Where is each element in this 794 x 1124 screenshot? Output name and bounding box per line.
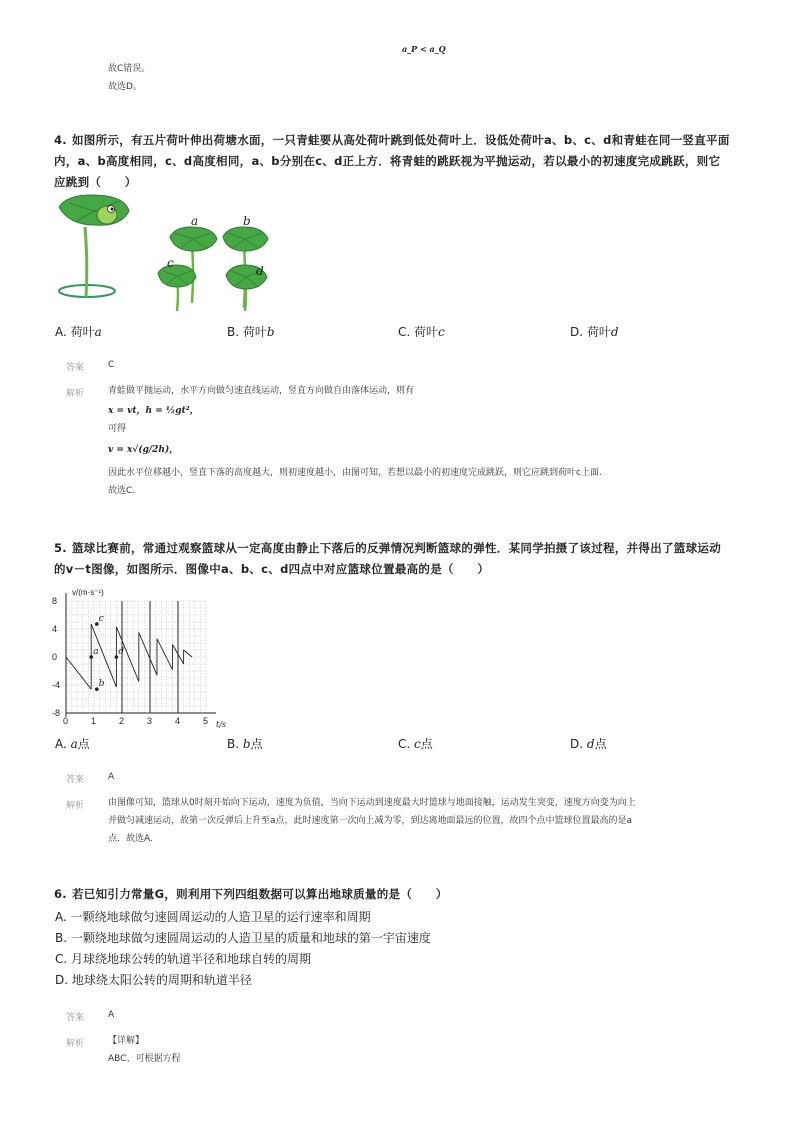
q4-analysis-line-1: 青蛙做平抛运动，水平方向做匀速直线运动，竖直方向做自由落体运动，则有	[108, 386, 415, 396]
q4-analysis-line-4: 因此水平位移越小，竖直下落的高度越大，则初速度越小，由图可知，若想以最小的初速度完成跳跃，则它应跳到荷叶c上面.	[108, 468, 602, 478]
q5-option-d[interactable]: D. d点	[570, 737, 607, 751]
q6-option-c[interactable]: C. 月球绕地球公转的轨道半径和地球自转的周期	[55, 952, 312, 966]
tall-stem	[85, 227, 87, 297]
chart-series	[66, 624, 192, 689]
q6-option-a[interactable]: A. 一颗绕地球做匀速圆周运动的人造卫星的运行速率和周期	[55, 910, 371, 924]
q4-answer: C	[108, 360, 115, 370]
x-tick-label: 3	[147, 716, 153, 726]
leaf-label-c: c	[167, 256, 174, 270]
q4-line-kede: 可得	[108, 424, 127, 434]
chart-ylabel: v/(m·s⁻¹)	[72, 588, 104, 597]
q6-answer: A	[108, 1010, 115, 1020]
q5-option-c[interactable]: C. c点	[398, 737, 433, 751]
q5-option-a[interactable]: A. a点	[55, 737, 90, 751]
q6-stem: 若已知引力常量G，则利用下列四组数据可以算出地球质量的是（ ）	[72, 887, 448, 901]
q6-answer-tag: 答案	[66, 1013, 85, 1023]
q4-number: 4.	[54, 133, 67, 147]
series-segment	[107, 663, 117, 688]
y-tick-label: 8	[52, 596, 58, 606]
y-tick-label: 4	[52, 624, 58, 634]
q4-equation-1: x = vt，h = ½gt²，	[108, 406, 199, 416]
q5-analysis-line-2: 并做匀减速运动，故第一次反弹后上升至a点，此时速度第一次向上减为零，到达离地面最远的位置，故四个点中篮球位置最高的是a	[108, 816, 633, 826]
q4-analysis-line-5: 故选C.	[108, 486, 136, 496]
q5-option-b[interactable]: B. b点	[227, 737, 263, 751]
series-segment	[184, 650, 192, 657]
lotus-frog-figure	[55, 193, 275, 318]
chart-grid	[66, 593, 216, 717]
series-segment	[157, 639, 172, 670]
point-label-b: b	[98, 679, 105, 690]
q4-stem-line-3: 应跳到（ ）	[54, 175, 137, 189]
leaf-label-a: a	[191, 214, 199, 228]
x-tick-label: 5	[203, 716, 209, 726]
leaf-label-d: d	[256, 264, 264, 278]
prev-line-1: 故C错误。	[108, 64, 151, 74]
frog-icon	[97, 206, 117, 225]
q4-answer-tag: 答案	[66, 363, 85, 373]
q4-equation-2: v = x√(g/2h)，	[108, 445, 179, 455]
formula-ap-aq: a_P < a_Q	[402, 44, 446, 54]
q4-stem-line-2: 内，a、b高度相同，c、d高度相同，a、b分别在c、d正上方．将青蛙的跳跃视为平抛运动，若以最小的初速度完成跳跃，则它	[54, 154, 721, 168]
q6-detail: 【详解】	[108, 1036, 145, 1046]
tall-leaf	[59, 195, 129, 225]
chart-points	[89, 614, 124, 691]
vt-chart	[50, 585, 240, 733]
x-tick-label: 0	[63, 716, 69, 726]
x-tick-label: 2	[119, 716, 125, 726]
q6-analysis-tag: 解析	[66, 1039, 85, 1049]
x-tick-label: 4	[175, 716, 181, 726]
q4-stem-line-1: 如图所示，有五片荷叶伸出荷塘水面，一只青蛙要从高处荷叶跳到低处荷叶上．设低处荷叶a、b、c、d和青蛙在同一竖直平面	[72, 133, 730, 147]
point-label-c: c	[98, 614, 104, 625]
q5-answer: A	[108, 772, 115, 782]
y-tick-label: 0	[52, 652, 58, 662]
y-tick-label: -8	[52, 708, 61, 718]
q5-answer-tag: 答案	[66, 775, 85, 785]
series-segment	[139, 633, 157, 676]
q5-analysis-line-1: 由图像可知，篮球从0时刻开始向下运动，速度为负值，当向下运动到速度最大时篮球与地面接触，运动发生突变，速度方向变为向上	[108, 798, 636, 808]
q4-option-d[interactable]: D. 荷叶d	[570, 325, 619, 339]
y-tick-label: -4	[52, 680, 61, 690]
q6-option-d[interactable]: D. 地球绕太阳公转的周期和轨道半径	[55, 973, 252, 987]
q5-number: 5.	[54, 541, 67, 555]
q5-analysis-line-3: 点．故选A.	[108, 834, 153, 844]
q5-analysis-tag: 解析	[66, 801, 85, 811]
chart-xlabel: t/s	[216, 720, 227, 729]
leaf-label-b: b	[243, 214, 251, 228]
q4-analysis-tag: 解析	[66, 389, 85, 399]
q5-stem-line-1: 篮球比赛前，常通过观察篮球从一定高度由静止下落后的反弹情况判断篮球的弹性．某同学拍摄了该过程，并得出了篮球运动	[72, 541, 721, 555]
q4-option-c[interactable]: C. 荷叶c	[398, 325, 445, 339]
q4-option-a[interactable]: A. 荷叶a	[55, 325, 102, 339]
x-tick-label: 1	[91, 716, 97, 726]
series-segment	[66, 657, 91, 689]
q5-stem-line-2: 的v－t图像，如图所示．图像中a、b、c、d四点中对应篮球位置最高的是（ ）	[54, 562, 490, 576]
q6-option-b[interactable]: B. 一颗绕地球做匀速圆周运动的人造卫星的质量和地球的第一宇宙速度	[55, 931, 431, 945]
q4-option-b[interactable]: B. 荷叶b	[227, 325, 275, 339]
q6-analysis-line-2: ABC、可根据方程	[108, 1054, 181, 1064]
prev-line-2: 故选D。	[108, 82, 142, 92]
q6-number: 6.	[54, 887, 67, 901]
point-label-d: d	[118, 647, 125, 657]
point-label-a: a	[93, 647, 99, 657]
